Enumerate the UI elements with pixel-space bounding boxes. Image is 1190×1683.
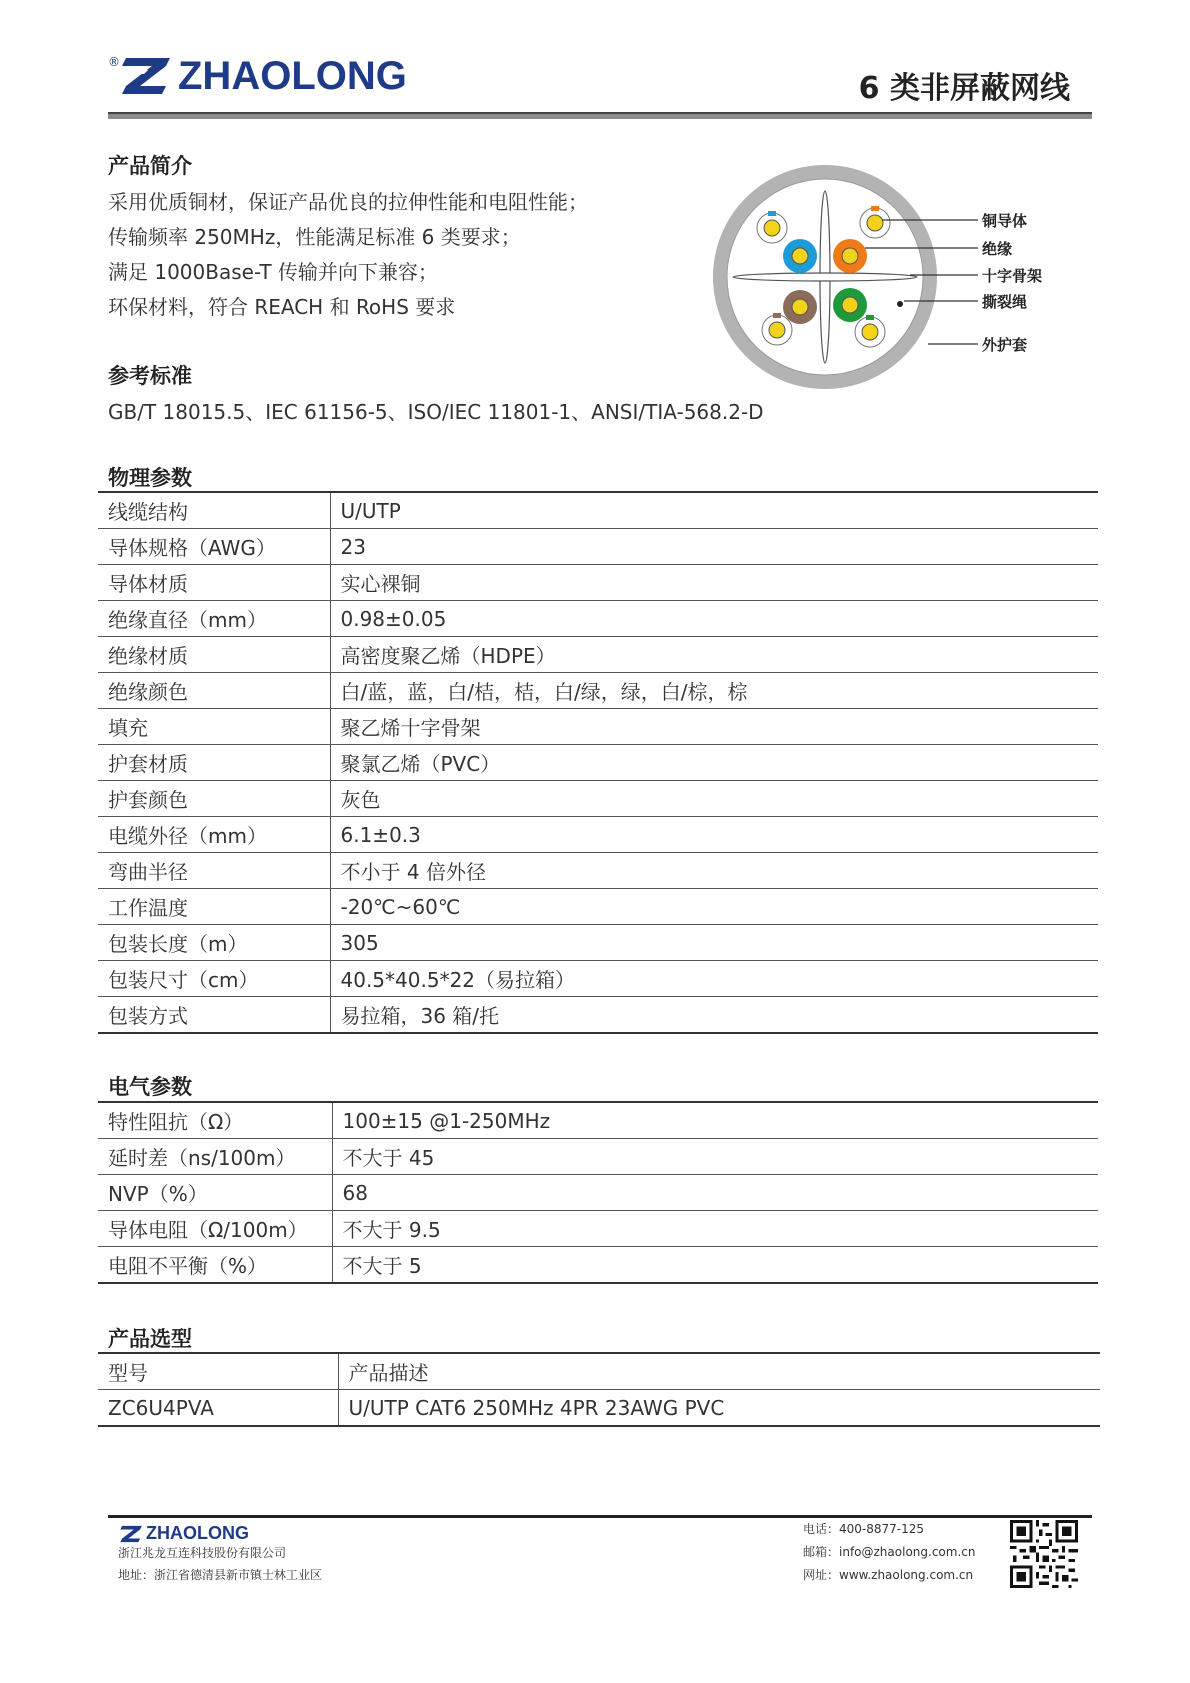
table-row bbox=[98, 961, 1098, 997]
table-cell-key: 工作温度 bbox=[98, 889, 330, 925]
intro-line: 传输频率 250MHz，性能满足标准 6 类要求； bbox=[108, 225, 521, 249]
physical-title: 物理参数 bbox=[108, 466, 192, 490]
table-row bbox=[98, 853, 1098, 889]
header-divider bbox=[108, 112, 1092, 119]
table-cell-key: 特性阻抗（Ω） bbox=[98, 1102, 332, 1139]
qr-code-icon bbox=[1010, 1520, 1078, 1588]
table-cell-key: 包装长度（m） bbox=[98, 925, 330, 961]
document-title: 6 类非屏蔽网线 bbox=[858, 71, 1070, 106]
intro-line: 满足 1000Base-T 传输并向下兼容； bbox=[108, 260, 438, 284]
table-row bbox=[98, 492, 1098, 529]
table-cell-key: 护套材质 bbox=[98, 745, 330, 781]
table-cell-key: NVP（%） bbox=[98, 1175, 332, 1211]
intro-title: 产品简介 bbox=[108, 154, 192, 178]
standards-title: 参考标准 bbox=[108, 364, 192, 388]
diagram-label: 外护套 bbox=[982, 336, 1028, 354]
table-cell-value: 68 bbox=[332, 1175, 1098, 1211]
table-cell-key: 型号 bbox=[98, 1353, 338, 1390]
table-cell-key: 延时差（ns/100m） bbox=[98, 1139, 332, 1175]
table-cell-value: 23 bbox=[330, 529, 1098, 565]
standards-text: GB/T 18015.5、IEC 61156-5、ISO/IEC 11801-1、ANSI/TIA-568.2-D bbox=[108, 400, 764, 424]
table-row bbox=[98, 565, 1098, 601]
footer-logo-text: ZHAOLONG bbox=[146, 1523, 249, 1543]
table-cell-value: U/UTP CAT6 250MHz 4PR 23AWG PVC bbox=[338, 1390, 1100, 1427]
electrical-title: 电气参数 bbox=[108, 1075, 192, 1099]
table-row bbox=[98, 925, 1098, 961]
footer-email[interactable]: 邮箱：info@zhaolong.com.cn bbox=[803, 1545, 976, 1559]
table-cell-value: -20℃~60℃ bbox=[330, 889, 1098, 925]
table-row bbox=[98, 1211, 1098, 1247]
table-cell-key: 导体材质 bbox=[98, 565, 330, 601]
table-cell-value: U/UTP bbox=[330, 492, 1098, 529]
logo-text: ZHAOLONG bbox=[178, 54, 407, 98]
table-cell-key: ZC6U4PVA bbox=[98, 1390, 338, 1427]
cable-cross-section-diagram bbox=[700, 160, 1080, 400]
table-row bbox=[98, 817, 1098, 853]
table-row bbox=[98, 997, 1098, 1034]
table-row bbox=[98, 1353, 1100, 1390]
table-row bbox=[98, 637, 1098, 673]
electrical-parameters-table bbox=[98, 1101, 1098, 1284]
table-row bbox=[98, 1175, 1098, 1211]
intro-line: 采用优质铜材，保证产品优良的拉伸性能和电阻性能； bbox=[108, 190, 588, 214]
footer-logo bbox=[120, 1523, 249, 1544]
zhaolong-logo-mark-icon bbox=[122, 56, 174, 96]
footer-company: 浙江兆龙互连科技股份有限公司 bbox=[118, 1546, 287, 1560]
table-cell-value: 不大于 45 bbox=[332, 1139, 1098, 1175]
diagram-label: 撕裂绳 bbox=[982, 293, 1028, 311]
table-cell-key: 导体电阻（Ω/100m） bbox=[98, 1211, 332, 1247]
footer-phone: 电话：400-8877-125 bbox=[803, 1522, 925, 1536]
table-cell-value: 实心裸铜 bbox=[330, 565, 1098, 601]
company-logo bbox=[108, 56, 407, 96]
table-cell-key: 导体规格（AWG） bbox=[98, 529, 330, 565]
diagram-label: 铜导体 bbox=[982, 212, 1028, 230]
table-cell-key: 包装方式 bbox=[98, 997, 330, 1034]
table-row bbox=[98, 601, 1098, 637]
table-cell-key: 绝缘颜色 bbox=[98, 673, 330, 709]
table-cell-value: 6.1±0.3 bbox=[330, 817, 1098, 853]
table-cell-key: 填充 bbox=[98, 709, 330, 745]
table-cell-value: 不大于 5 bbox=[332, 1247, 1098, 1284]
table-cell-value: 聚乙烯十字骨架 bbox=[330, 709, 1098, 745]
table-row bbox=[98, 889, 1098, 925]
table-row bbox=[98, 1139, 1098, 1175]
table-cell-key: 线缆结构 bbox=[98, 492, 330, 529]
table-cell-value: 40.5*40.5*22（易拉箱） bbox=[330, 961, 1098, 997]
table-cell-value: 产品描述 bbox=[338, 1353, 1100, 1390]
zhaolong-logo-mark-icon bbox=[120, 1525, 144, 1543]
table-row bbox=[98, 1390, 1100, 1427]
rip-cord bbox=[897, 301, 903, 307]
table-cell-value: 100±15 @1-250MHz bbox=[332, 1102, 1098, 1139]
footer-divider bbox=[108, 1515, 1092, 1518]
table-cell-value: 305 bbox=[330, 925, 1098, 961]
table-row bbox=[98, 709, 1098, 745]
table-row bbox=[98, 745, 1098, 781]
table-row bbox=[98, 1247, 1098, 1284]
table-cell-key: 包装尺寸（cm） bbox=[98, 961, 330, 997]
table-cell-value: 不大于 9.5 bbox=[332, 1211, 1098, 1247]
table-cell-value: 灰色 bbox=[330, 781, 1098, 817]
footer-address: 地址：浙江省德清县新市镇士林工业区 bbox=[118, 1568, 323, 1582]
table-cell-key: 绝缘直径（mm） bbox=[98, 601, 330, 637]
table-cell-value: 易拉箱，36 箱/托 bbox=[330, 997, 1098, 1034]
table-cell-value: 不小于 4 倍外径 bbox=[330, 853, 1098, 889]
footer-website[interactable]: 网址：www.zhaolong.com.cn bbox=[803, 1568, 974, 1582]
product-selection-table bbox=[98, 1352, 1100, 1427]
table-cell-value: 0.98±0.05 bbox=[330, 601, 1098, 637]
table-cell-key: 电缆外径（mm） bbox=[98, 817, 330, 853]
table-cell-key: 弯曲半径 bbox=[98, 853, 330, 889]
table-row bbox=[98, 529, 1098, 565]
table-cell-key: 电阻不平衡（%） bbox=[98, 1247, 332, 1284]
table-row bbox=[98, 673, 1098, 709]
diagram-label: 十字骨架 bbox=[982, 267, 1043, 285]
diagram-label: 绝缘 bbox=[982, 240, 1013, 258]
table-row bbox=[98, 781, 1098, 817]
table-row bbox=[98, 1102, 1098, 1139]
table-cell-key: 绝缘材质 bbox=[98, 637, 330, 673]
table-cell-value: 聚氯乙烯（PVC） bbox=[330, 745, 1098, 781]
physical-parameters-table bbox=[98, 491, 1098, 1034]
selection-title: 产品选型 bbox=[108, 1327, 192, 1351]
registered-mark: ® bbox=[108, 55, 120, 69]
table-cell-value: 高密度聚乙烯（HDPE） bbox=[330, 637, 1098, 673]
table-cell-value: 白/蓝，蓝，白/桔，桔，白/绿，绿，白/棕，棕 bbox=[330, 673, 1098, 709]
intro-line: 环保材料，符合 REACH 和 RoHS 要求 bbox=[108, 295, 456, 319]
table-cell-key: 护套颜色 bbox=[98, 781, 330, 817]
